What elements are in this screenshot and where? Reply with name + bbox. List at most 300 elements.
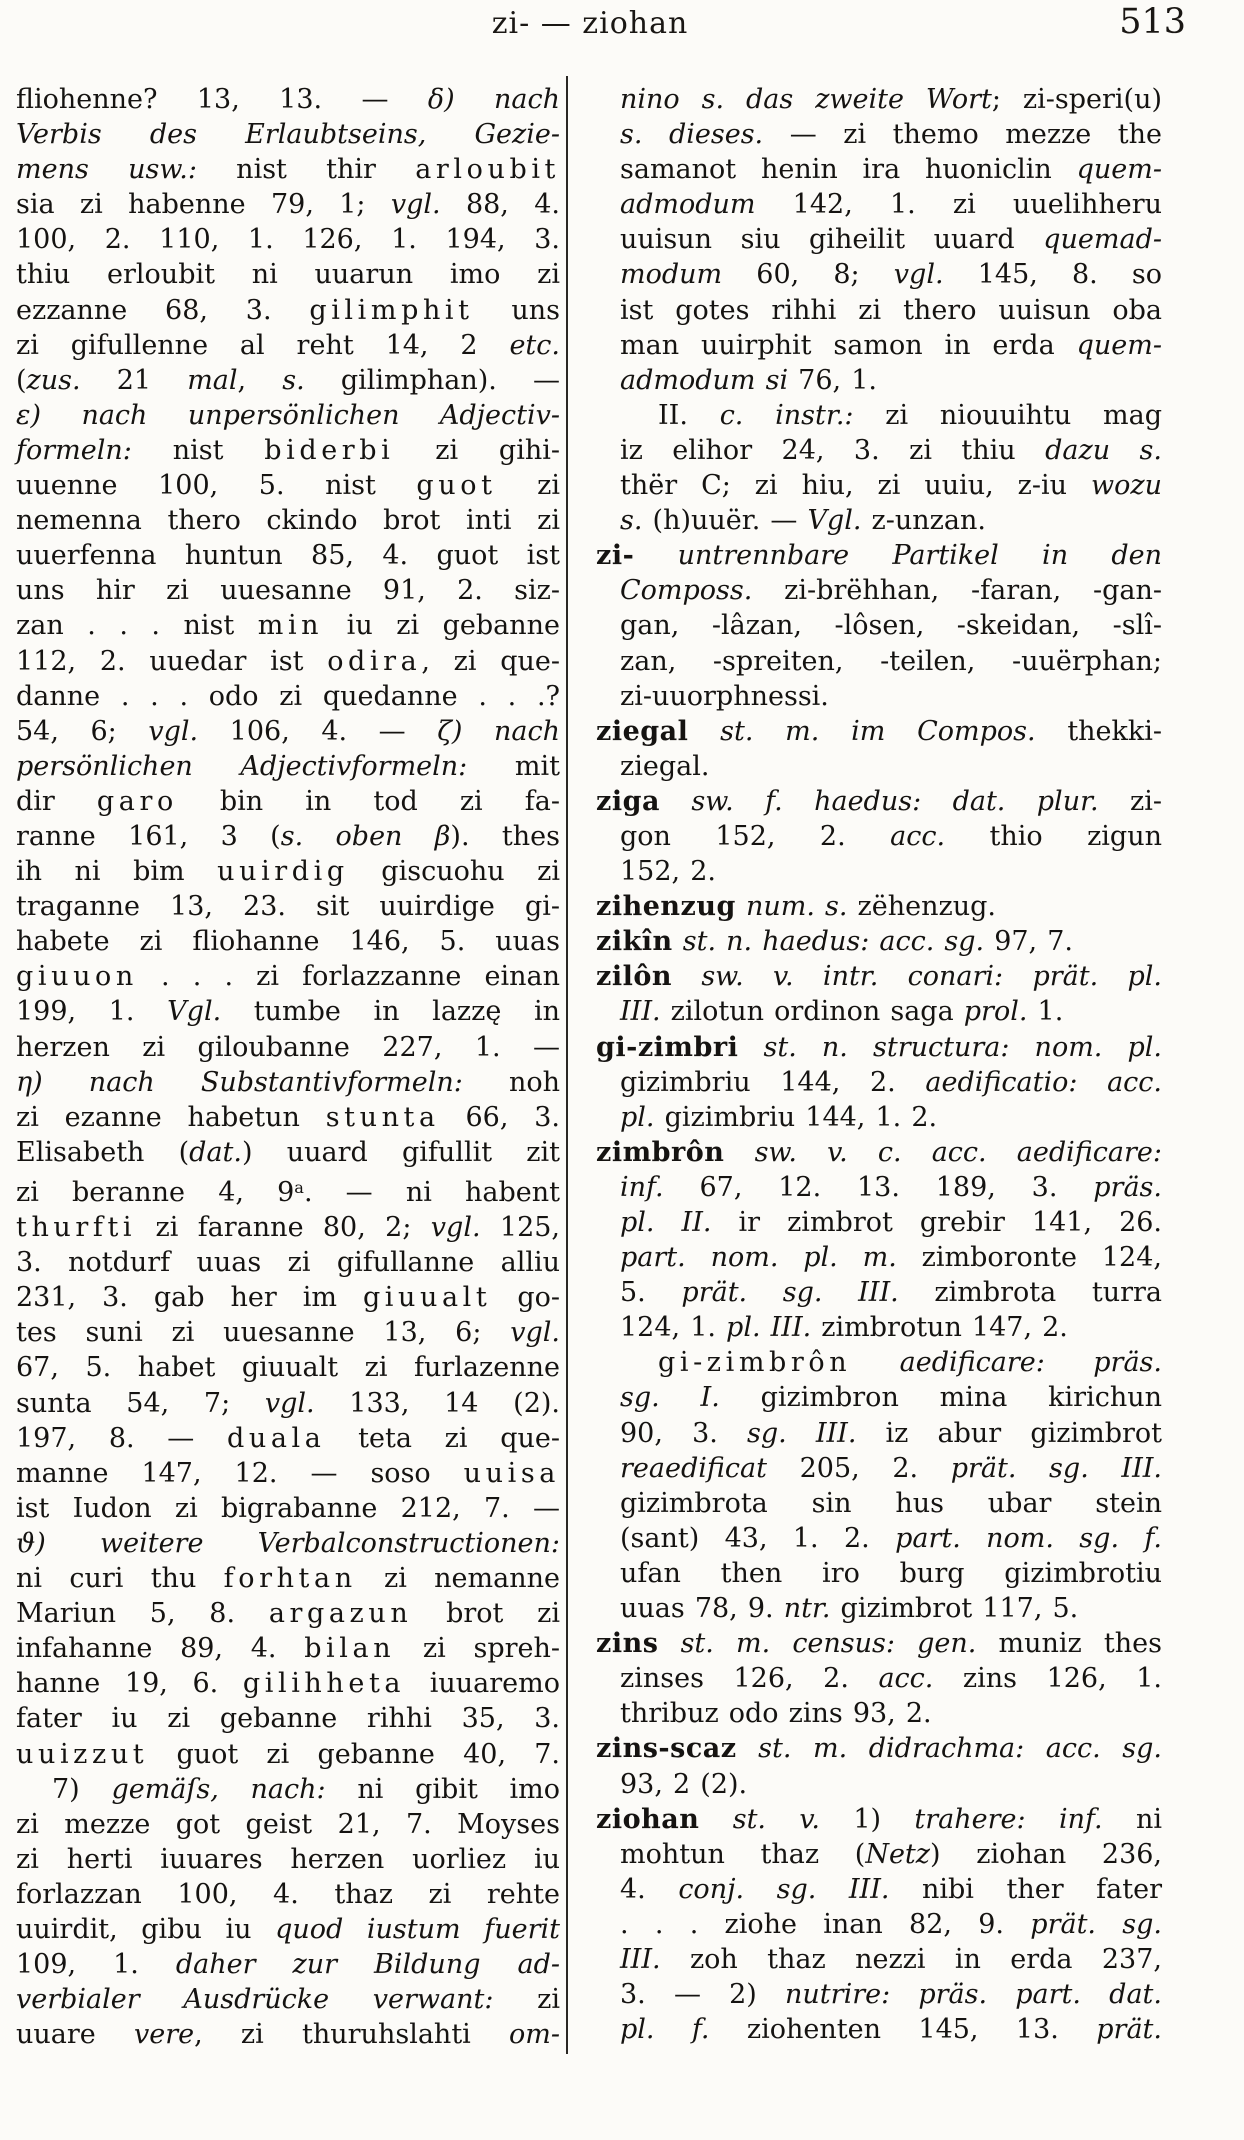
text-line (596, 1205, 1162, 1240)
text-segment: giscuohu zi (348, 856, 560, 888)
text-line (16, 1491, 560, 1526)
text-segment: zi herti iuuares herzen uorliez iu (16, 1843, 560, 1875)
text-segment: zimboronte 124, (896, 1242, 1162, 1274)
text-segment: iz elihor 24, 3. zi thiu (620, 434, 1046, 466)
text-line (16, 1315, 560, 1350)
text-segment: gi-zimbrôn (658, 1347, 852, 1379)
text-segment: infahanne 89, 4. (16, 1633, 305, 1665)
text-line (16, 1982, 560, 2017)
text-segment: forlazzan 100, 4. thaz zi rehte (16, 1878, 560, 1910)
text-segment: 124, 1. (620, 1312, 727, 1344)
text-line (16, 1912, 560, 1947)
text-segment: etc. (509, 329, 560, 361)
text-segment: ϑ) weitere Verbalconstructionen: (16, 1527, 560, 1559)
text-segment: zinses 126, 2. (620, 1663, 879, 1695)
text-line (596, 959, 1162, 994)
text-segment: part. nom. pl. m. (620, 1242, 897, 1274)
text-segment: admodum si (620, 364, 789, 396)
text-segment: zan, -spreiten, -teilen, -uuërphan; (620, 645, 1162, 677)
text-segment: sw. v. intr. conari: prät. pl. (701, 961, 1162, 993)
text-segment: odira (327, 645, 422, 677)
text-segment: nutrire: präs. part. dat. (785, 1979, 1162, 2011)
text-line (596, 679, 1162, 714)
text-line (16, 1030, 560, 1065)
text-segment: st. n. haedus: acc. sg. (682, 926, 985, 958)
text-segment: ir zimbrot grebir 141, 26. (711, 1207, 1163, 1238)
text-segment: muniz thes (976, 1628, 1162, 1660)
text-line (596, 1065, 1162, 1100)
text-segment: brot zi (412, 1598, 560, 1630)
text-segment: acc. (878, 1663, 934, 1695)
text-segment: ezzanne 68, 3. (16, 294, 310, 326)
text-segment: 100, 2. 110, 1. 126, 1. 194, 3. (16, 224, 560, 256)
text-line (16, 187, 560, 222)
text-segment: z-unzan. (861, 505, 986, 537)
text-segment: forhtan (223, 1563, 357, 1595)
text-segment: 231, 3. gab her im (16, 1282, 363, 1314)
text-line (16, 1421, 560, 1456)
text-segment: Mariun 5, 8. (16, 1598, 269, 1630)
text-segment: mohtun thaz ( (620, 1838, 866, 1870)
text-segment: ζ) nach (437, 715, 560, 747)
text-line (16, 1280, 560, 1315)
text-segment: s. (620, 505, 643, 537)
text-segment: 112, 2. uuedar ist (16, 645, 328, 677)
text-segment: formeln: (16, 434, 132, 466)
text-segment: zi (493, 1984, 560, 2016)
text-line (596, 1661, 1162, 1696)
text-line (596, 1240, 1162, 1275)
text-line (16, 1100, 560, 1135)
text-line (596, 152, 1162, 187)
text-segment: zus. (26, 364, 81, 396)
text-segment: thër C; zi hiu, zi uuiu, z-iu (620, 470, 1092, 502)
text-segment: 5. (620, 1277, 682, 1309)
text-segment: ranne 161, 3 ( (16, 820, 281, 852)
text-segment: gizimbron mina kirichun (719, 1382, 1163, 1414)
text-line (596, 222, 1162, 257)
text-segment: s. (282, 364, 305, 396)
text-segment: zi (496, 470, 560, 502)
text-segment: zimbrôn (596, 1136, 725, 1168)
text-segment: sia zi habenne 79, 1; (16, 189, 391, 221)
text-segment (634, 540, 677, 571)
text-segment: Verbis des Erlaubtseins, Gezie- (16, 119, 560, 151)
text-segment: trahere: inf. (914, 1803, 1103, 1835)
text-line (16, 1877, 560, 1912)
text-segment: zins 126, 1. (933, 1663, 1162, 1695)
text-segment: II. (658, 399, 720, 431)
text-segment: noh (462, 1066, 560, 1098)
text-segment: uns hir zi uuesanne 91, 2. siz- (16, 575, 560, 607)
text-segment: 88, 4. (440, 189, 560, 221)
text-segment: danne . . . odo zi quedanne . . .? (16, 680, 560, 712)
text-segment: tes suni zi uuesanne 13, 6; (16, 1317, 511, 1349)
text-segment (673, 926, 683, 957)
text-segment: vgl. (264, 1387, 315, 1419)
text-segment: stunta (325, 1101, 440, 1133)
text-segment: 4. (620, 1873, 679, 1905)
text-segment: untrennbare Partikel in den (677, 540, 1162, 572)
text-segment: , (237, 364, 283, 396)
text-line (596, 1416, 1162, 1451)
text-segment: min (257, 610, 324, 642)
text-segment: Vgl. (807, 505, 862, 537)
text-line (596, 749, 1162, 784)
text-segment: st. m. census: gen. (680, 1628, 977, 1660)
text-line (16, 398, 560, 433)
text-segment: quem- (1076, 154, 1162, 186)
text-segment: quem- (1076, 329, 1162, 361)
text-line (596, 1100, 1162, 1135)
text-line (596, 433, 1162, 468)
text-line (16, 222, 560, 257)
text-segment: om- (509, 2019, 561, 2051)
text-segment: st. n. structura: nom. pl. (763, 1031, 1162, 1063)
text-line (596, 293, 1162, 328)
text-segment: verbialer Ausdrücke verwant: (16, 1984, 494, 2016)
text-segment: 3. notdurf uuas zi gifullanne alliu (16, 1247, 560, 1279)
text-line (596, 503, 1162, 538)
text-segment: δ) nach (427, 84, 560, 115)
text-segment: Composs. (620, 575, 753, 607)
text-segment: Elisabeth ( (16, 1136, 190, 1168)
text-segment: zi spreh- (395, 1633, 560, 1665)
left-column (16, 82, 560, 2052)
text-line (16, 1350, 560, 1385)
text-segment: ziohenten 145, 13. (709, 2014, 1097, 2046)
text-line (596, 328, 1162, 363)
text-segment: (sant) 43, 1. 2. (620, 1522, 896, 1554)
text-segment: zimbrotun 147, 2. (811, 1312, 1068, 1344)
text-segment: 97, 7. (984, 926, 1073, 958)
text-segment: gemäſs, nach: (111, 1773, 326, 1805)
text-segment: gizimbrot 117, 5. (830, 1593, 1079, 1625)
text-segment: thiu erloubit ni uuarun imo zi (16, 259, 560, 291)
text-segment: zikîn (596, 926, 673, 958)
text-line (16, 152, 560, 187)
text-line (596, 889, 1162, 924)
text-line (16, 1245, 560, 1280)
text-segment: thekki- (1035, 715, 1163, 747)
text-segment: 109, 1. (16, 1949, 176, 1981)
text-segment: 106, 4. — (198, 715, 438, 747)
text-line (596, 82, 1162, 117)
text-line (16, 1210, 560, 1245)
text-line (596, 1275, 1162, 1310)
text-line (16, 1701, 560, 1736)
text-line (596, 257, 1162, 292)
text-line (596, 1837, 1162, 1872)
text-segment: admodum (620, 189, 756, 221)
text-segment: ( (16, 364, 27, 396)
text-segment: nino s. das zweite Wort (620, 84, 992, 115)
text-segment (851, 1347, 899, 1378)
text-segment: gizimbriu 144, 2. (620, 1066, 926, 1098)
text-segment: 21 (80, 364, 188, 396)
text-segment: fater iu zi gebanne rihhi 35, 3. (16, 1703, 560, 1735)
text-segment: gizimbriu 144, 1. 2. (654, 1101, 938, 1133)
text-line (16, 117, 560, 152)
text-line (596, 854, 1162, 889)
text-segment: gon 152, 2. (620, 820, 891, 852)
text-line (16, 854, 560, 889)
text-segment: zi nemanne (356, 1563, 560, 1595)
text-segment: thio zigun (945, 820, 1162, 852)
text-line (596, 117, 1162, 152)
text-line (596, 784, 1162, 819)
text-segment: s. dieses. (620, 119, 764, 151)
text-line (596, 1030, 1162, 1065)
text-segment: quod iustum fuerit (275, 1913, 560, 1945)
text-segment: uuizzut (16, 1738, 149, 1770)
text-segment: zi ezanne habetun (16, 1101, 326, 1133)
text-segment: traganne 13, 23. sit uuirdige gi- (16, 891, 560, 923)
text-segment: uuisun siu giheilit uuard (620, 224, 1044, 256)
text-line (596, 1556, 1162, 1591)
text-segment: 7) (52, 1773, 112, 1805)
text-line (16, 503, 560, 538)
text-line (596, 1696, 1162, 1731)
text-segment: prät. sg. III. (950, 1452, 1162, 1484)
text-segment: 125, (480, 1212, 561, 1244)
text-segment (736, 891, 746, 922)
text-segment: duala (227, 1422, 326, 1454)
text-segment (672, 961, 701, 992)
text-segment: III. (620, 1943, 661, 1975)
text-segment: arloubit (415, 154, 560, 186)
text-segment: st. m. im Compos. (720, 715, 1036, 747)
text-line (16, 1596, 560, 1631)
text-segment: zëhenzug. (847, 891, 996, 923)
text-segment: uuirdit, gibu iu (16, 1913, 276, 1945)
text-segment: manne 147, 12. — soso (16, 1457, 464, 1489)
text-line (16, 714, 560, 749)
text-line (596, 363, 1162, 398)
text-segment: giuuon (16, 961, 138, 993)
text-line (596, 187, 1162, 222)
text-segment: ih ni bim (16, 856, 218, 888)
text-line (16, 468, 560, 503)
text-segment: präs. (1093, 1171, 1162, 1203)
text-line (16, 538, 560, 573)
text-line (16, 328, 560, 363)
text-line (596, 1521, 1162, 1556)
text-segment: ziegal. (620, 750, 710, 782)
text-segment: part. nom. sg. f. (895, 1522, 1162, 1554)
text-segment (688, 716, 720, 747)
text-segment: go- (491, 1282, 560, 1314)
text-segment: argazun (268, 1598, 413, 1630)
text-segment: giuualt (362, 1282, 492, 1314)
text-segment: num. s. (745, 891, 848, 923)
text-segment: st. v. (732, 1803, 820, 1835)
text-segment: iz abur gizimbrot (856, 1417, 1163, 1449)
text-segment: pl. III. (726, 1312, 812, 1344)
text-segment: gizimbrota sin hus ubar stein (620, 1487, 1162, 1519)
text-line (16, 1065, 560, 1100)
text-line (596, 608, 1162, 643)
text-line (596, 1802, 1162, 1837)
text-segment: man uuirphit samon in erda (620, 329, 1077, 361)
text-segment: zi- (596, 540, 635, 572)
text-segment: pl. f. (620, 2014, 710, 2046)
text-segment: mal (187, 364, 238, 396)
text-segment: 142, 1. zi uuelihheru (755, 189, 1162, 221)
text-segment: daher zur Bildung ad- (175, 1949, 560, 1981)
text-segment: 76, 1. (788, 364, 877, 396)
text-segment: zi-uuorphnessi. (620, 680, 829, 712)
text-segment: sw. v. c. acc. aedificare: (754, 1136, 1162, 1168)
right-column (596, 82, 1162, 2047)
text-line (16, 1666, 560, 1701)
text-segment: hanne 19, 6. (16, 1668, 243, 1700)
text-line (16, 1526, 560, 1561)
text-segment: Vgl. (167, 996, 222, 1028)
text-segment: uuenne 100, 5. nist (16, 470, 417, 502)
text-segment: vere (134, 2019, 195, 2051)
text-segment: iu zi gebanne (323, 610, 560, 642)
text-segment: c. instr.: (719, 399, 854, 431)
text-segment: bilan (304, 1633, 396, 1665)
text-line (596, 1486, 1162, 1521)
column-divider-rule (566, 76, 568, 2054)
text-line (16, 819, 560, 854)
text-line (596, 1135, 1162, 1170)
text-line (16, 924, 560, 959)
text-segment: vgl. (390, 189, 441, 221)
text-segment: ε) nach unpersönlichen Adjectiv- (16, 399, 560, 431)
text-line (596, 1345, 1162, 1380)
text-segment: thurfti (16, 1212, 137, 1244)
text-segment: (h)uuër. — (642, 505, 808, 537)
text-segment: teta zi que- (325, 1422, 560, 1454)
text-segment: ist Iudon zi bigrabanne 212, 7. — (16, 1492, 560, 1524)
text-line (596, 1380, 1162, 1415)
text-segment: ziohan (596, 1803, 700, 1835)
text-segment: . . . ziohe inan 82, 9. (620, 1908, 1031, 1940)
text-segment: zins (596, 1628, 659, 1660)
text-line (16, 257, 560, 292)
text-line (596, 1310, 1162, 1345)
text-line (16, 1456, 560, 1491)
page-number: 513 (1119, 2, 1186, 42)
text-segment: prät. (1096, 2014, 1162, 2046)
text-segment: guot zi gebanne 40, 7. (148, 1738, 560, 1770)
text-segment: modum (620, 259, 723, 291)
text-line (16, 2017, 560, 2052)
text-segment: , zi que- (421, 645, 561, 677)
text-segment: gi-zimbri (596, 1031, 739, 1063)
text-line (596, 1872, 1162, 1907)
text-segment: dir (16, 785, 97, 817)
text-segment: ). thes (450, 820, 560, 852)
text-segment (699, 1804, 732, 1835)
text-segment: tumbe in lazzę in (221, 996, 560, 1028)
text-segment: reaedificat (620, 1452, 767, 1484)
text-segment: ziegal (596, 715, 689, 747)
text-segment: sunta 54, 7; (16, 1387, 265, 1419)
text-segment: 60, 8; (722, 259, 894, 291)
text-segment: sg. III. (746, 1417, 857, 1449)
text-segment: 205, 2. (766, 1452, 951, 1484)
text-line (596, 573, 1162, 608)
text-segment: zi- (1098, 785, 1162, 817)
text-segment: 199, 1. (16, 996, 168, 1028)
text-segment: . — ni habent (303, 1177, 560, 1208)
running-header: zi- — ziohan (491, 6, 689, 41)
text-segment: 93, 2 (2). (620, 1768, 748, 1800)
text-segment: a (294, 1177, 304, 1197)
text-segment: nist (131, 434, 265, 466)
text-segment: guot (416, 470, 497, 502)
text-line (16, 1170, 560, 1210)
text-segment: 152, 2. (620, 856, 716, 888)
text-segment: , zi thuruhslahti (194, 2019, 510, 2051)
text-segment: gilihheta (242, 1668, 406, 1700)
text-line (16, 1135, 560, 1170)
text-line (16, 749, 560, 784)
text-line (16, 1386, 560, 1421)
text-line (16, 644, 560, 679)
text-segment: 1) (820, 1803, 915, 1835)
text-line (16, 363, 560, 398)
text-segment: bin in tod zi fa- (177, 785, 560, 817)
text-segment: uuas 78, 9. (620, 1593, 784, 1625)
text-segment: zi niouuihtu mag (853, 399, 1162, 431)
text-line (596, 819, 1162, 854)
text-segment: η) nach Substantivformeln: (16, 1066, 463, 1098)
text-segment: zi-brëhhan, -faran, -gan- (752, 575, 1162, 607)
text-segment: ntr. (783, 1593, 831, 1625)
text-segment: 145, 8. so (943, 259, 1162, 291)
text-segment: gilimphit (309, 294, 474, 326)
text-segment: ; zi-speri(u) (991, 84, 1163, 115)
text-line (596, 714, 1162, 749)
text-segment: zins-scaz (596, 1733, 737, 1765)
text-segment: 67, 5. habet giuualt zi furlazenne (16, 1352, 560, 1384)
text-segment: wozu (1091, 470, 1162, 502)
text-line (16, 784, 560, 819)
text-line (596, 1451, 1162, 1486)
text-segment: uuare (16, 2019, 134, 2051)
text-line (16, 959, 560, 994)
text-segment: iuuaremo (405, 1668, 560, 1700)
text-segment: zi faranne 80, 2; (136, 1212, 431, 1244)
text-segment: pl. (620, 1101, 655, 1133)
text-line (16, 82, 560, 117)
text-segment: mit (467, 750, 560, 782)
text-segment: zoh thaz nezzi in erda 237, (660, 1943, 1162, 1975)
text-segment: uns (473, 294, 561, 326)
text-line (16, 1737, 560, 1772)
text-segment: mens usw.: (16, 154, 197, 186)
text-segment: zi beranne 4, 9 (16, 1177, 295, 1208)
text-line (596, 644, 1162, 679)
text-segment: vgl. (148, 715, 199, 747)
text-segment: nist thir (196, 154, 416, 186)
text-segment (738, 1032, 763, 1063)
text-segment: sg. I. (620, 1382, 720, 1414)
text-segment: dat. (189, 1136, 242, 1168)
text-segment: pl. II. (620, 1207, 712, 1238)
text-segment: uuerfenna huntun 85, 4. guot ist (16, 540, 560, 572)
text-segment: 3. — 2) (620, 1979, 786, 2011)
text-segment: zi gifullenne al reht 14, 2 (16, 329, 510, 361)
text-segment: quemad- (1043, 224, 1162, 256)
text-line (596, 924, 1162, 959)
text-segment: 67, 12. 13. 189, 3. (663, 1171, 1094, 1203)
